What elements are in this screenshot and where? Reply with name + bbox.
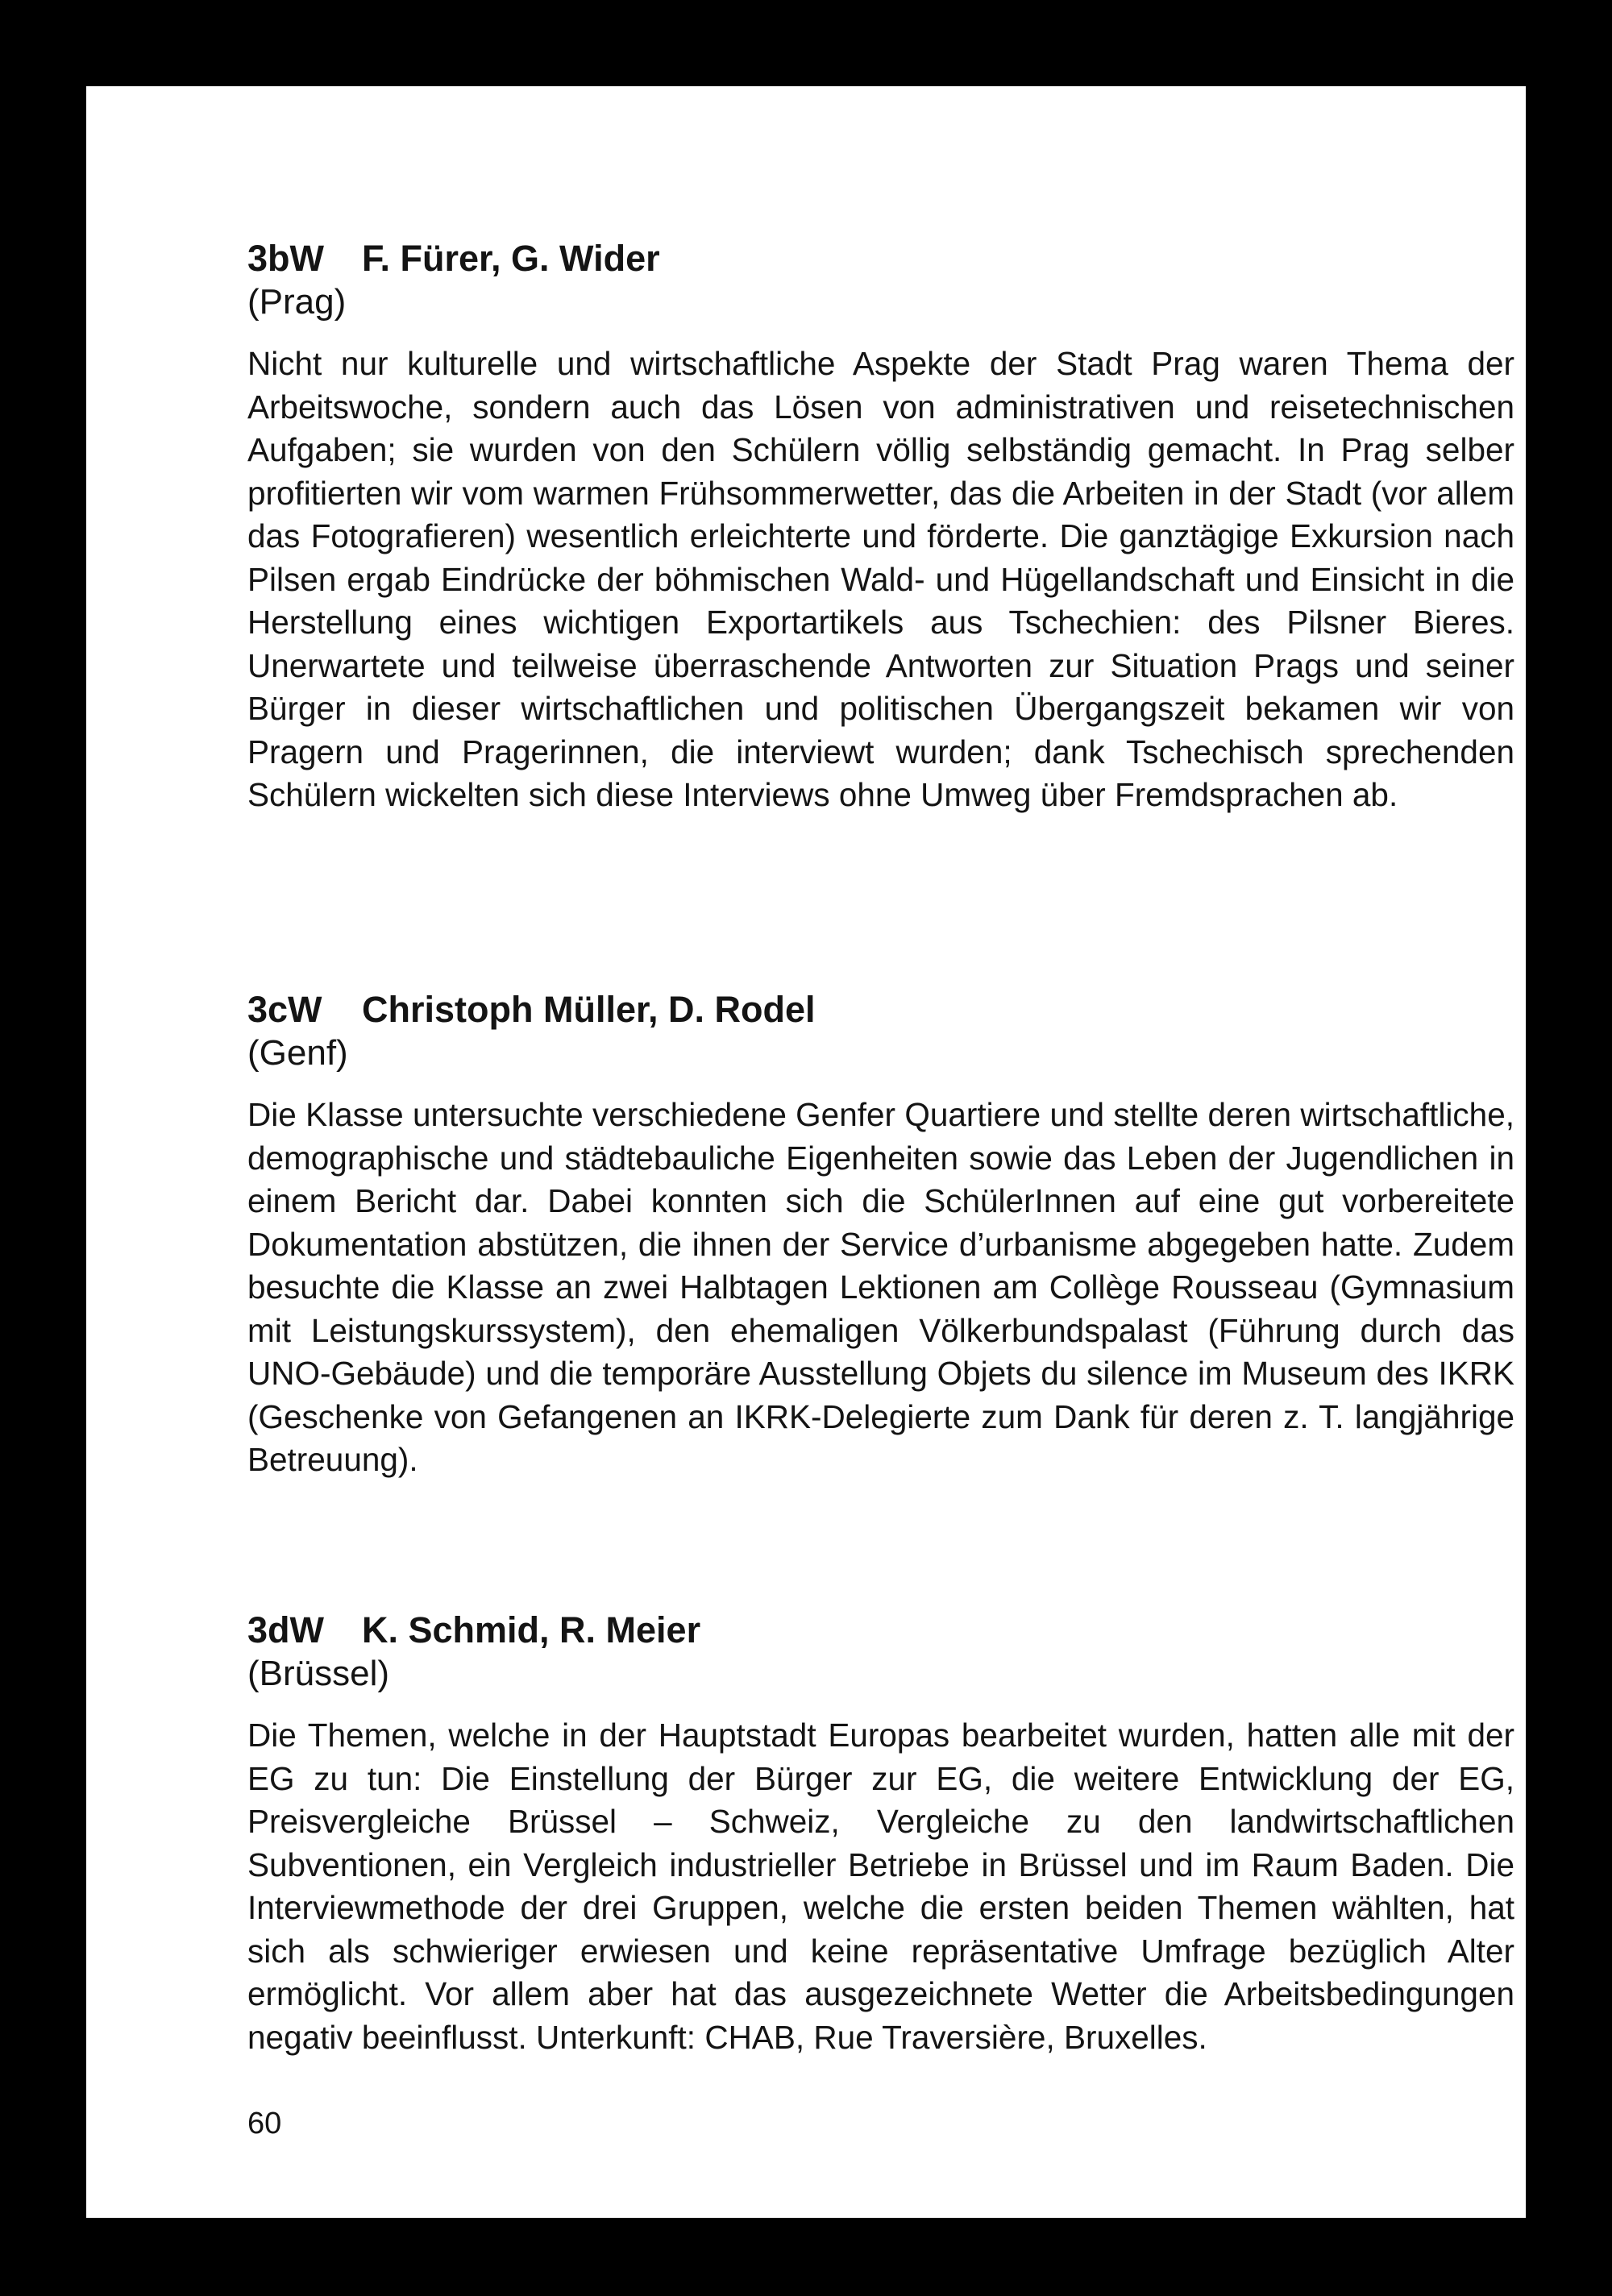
section-3bw [247,238,1514,817]
section-body-text: Nicht nur kulturelle und wirtschaftliche Aspekte der Stadt Prag waren Thema der Arbeitswoche, sondern auch das Lösen von administrativen und reisetechnischen Aufgaben; sie wurden von den Schülern völlig selbständig gemacht. In Prag selber profitierten wir vom warmen Frühsommerwetter, das die Arbeiten in der Stadt (vor allem das Fotografieren) wesentlich erleichterte und förderte. Die ganztägige Exkursion nach Pilsen ergab Eindrücke der böhmischen Wald- und Hügellandschaft und Einsicht in die Herstellung eines wichtigen Exportartikels aus Tschechien: des Pilsner Bieres. Unerwartete und teilweise überraschende Antworten zur Situation Prags und seiner Bürger in dieser wirtschaftlichen und politischen Übergangszeit bekamen wir von Pragern und Pragerinnen, die interviewt wurden; dank Tschechisch sprechenden Schülern wickelten sich diese Interviews ohne Umweg über Fremdsprachen ab. [247,345,1514,813]
section-heading [247,989,1514,1031]
section-3cw [247,989,1514,1482]
section-body-text: Die Themen, welche in der Hauptstadt Europas bearbeitet wurden, hatten alle mit der EG zu tun: Die Einstellung der Bürger zur EG, die weitere Entwicklung der EG, Preisvergleiche Brüssel – Schweiz, Vergleiche zu den landwirtschaftlichen Subventionen, ein Vergleich industrieller Betriebe in Brüssel und im Raum Baden. Die Interviewmethode der drei Gruppen, welche die ersten beiden Themen wählten, hat sich als schwieriger erwiesen und keine repräsentative Umfrage bezüglich Alter ermöglicht. Vor allem aber hat das ausgezeichnete Wetter die Arbeitsbedingungen negativ beeinflusst. Unterkunft: CHAB, Rue Traversière, Bruxelles. [247,1717,1514,2056]
section-heading [247,1609,1514,1651]
section-heading [247,238,1514,280]
destination-city: (Genf) [247,1033,348,1073]
teacher-names: Christoph Müller, D. Rodel [362,989,816,1030]
section-3dw [247,1609,1514,2059]
document-page [86,86,1526,2218]
page-number: 60 [247,2107,282,2140]
section-body-text: Die Klasse untersuchte verschiedene Genfer Quartiere und stellte deren wirtschaftliche, demographische und städtebauliche Eigenheiten sowie das Leben der Jugendlichen in einem Bericht dar. Dabei konnten sich die SchülerInnen auf eine gut vorbereitete Dokumentation abstützen, die ihnen der Service d’urbanisme abgegeben hatte. Zudem besuchte die Klasse an zwei Halbtagen Lektionen am Collège Rousseau (Gymnasium mit Leistungskurssystem), den ehemaligen Völkerbundspalast (Führung durch das UNO-Gebäude) und die temporäre Ausstellung Objets du silence im Museum des IKRK (Geschenke von Gefangenen an IKRK-Delegierte zum Dank für deren z. T. langjährige Betreuung). [247,1096,1514,1478]
destination-city: (Brüssel) [247,1654,390,1693]
teacher-names: F. Fürer, G. Wider [362,238,660,279]
class-code: 3cW [247,989,322,1030]
destination-city: (Prag) [247,282,347,322]
class-code: 3bW [247,238,324,279]
teacher-names: K. Schmid, R. Meier [362,1609,701,1650]
class-code: 3dW [247,1609,324,1650]
